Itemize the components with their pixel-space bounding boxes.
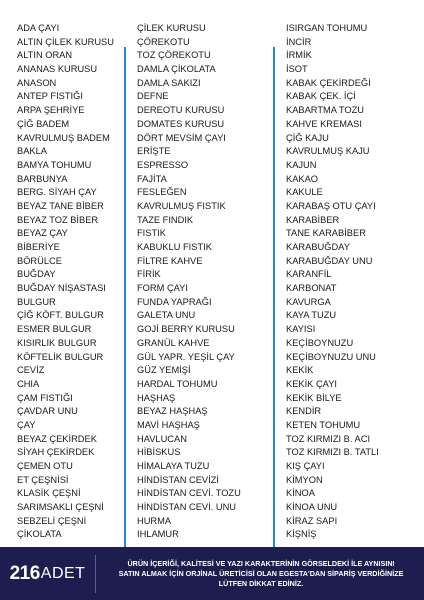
- product-item: HİNDİSTAN CEVİZİ: [137, 474, 219, 485]
- product-item: HAVLUCAN: [137, 433, 187, 444]
- product-item: TOZ ÇÖREKOTU: [137, 50, 211, 61]
- product-item: HARDAL TOHUMU: [137, 378, 218, 389]
- product-item: GRANÜL KAHVE: [137, 337, 210, 348]
- product-item: HURMA: [137, 515, 172, 526]
- product-item: KEKİK: [286, 365, 314, 376]
- product-item: BULGUR: [17, 296, 56, 307]
- notice-line: LÜTFEN DİKKAT EDİNİZ.: [218, 578, 304, 588]
- authenticity-notice: [96, 559, 424, 589]
- product-item: KAVRULMUŞ FISTIK: [137, 200, 226, 211]
- product-item: KARBONAT: [286, 283, 337, 294]
- product-item: KABAK ÇEKİRDEĞİ: [286, 77, 371, 88]
- product-item: ÇİLEK KURUSU: [137, 23, 206, 33]
- product-item: ÇİĞ KÖFT. BULGUR: [17, 310, 104, 321]
- product-item: BAMYA TOHUMU: [17, 159, 92, 170]
- product-item: KEKİK BİLYE: [286, 392, 342, 403]
- product-item: KAHVE KREMASI: [286, 118, 362, 129]
- product-item: GOJİ BERRY KURUSU: [137, 324, 235, 335]
- product-item: FESLEĞEN: [137, 187, 187, 198]
- product-item: İRMİK: [286, 50, 312, 61]
- product-item: ESPRESSO: [137, 159, 189, 170]
- product-item: İNCİR: [286, 36, 312, 47]
- product-item: KABUKLU FISTIK: [137, 242, 212, 252]
- notice-line: ÜRÜN İÇERİĞİ, KALİTESİ VE YAZI KARAKTERİNİN GÖRSELDEKİ İLE AYNISINI: [127, 558, 395, 568]
- product-item: BÖRÜLCE: [17, 255, 62, 266]
- product-item: FISTIK: [137, 228, 166, 239]
- product-item: KİŞNİŞ: [286, 529, 317, 540]
- product-list: [0, 22, 424, 544]
- product-item: BAKLA: [17, 146, 47, 157]
- product-item: ÇAVDAR UNU: [17, 406, 78, 417]
- product-item: KLASİK ÇEŞNİ: [17, 488, 81, 499]
- product-item: KARANFİL: [286, 269, 332, 280]
- product-column-2: [137, 22, 263, 542]
- product-item: ÇAM FISTIĞI: [17, 392, 73, 403]
- product-item: KEÇİBOYNUZU: [286, 337, 354, 348]
- product-item: DEREOTU KURUSU: [137, 105, 225, 116]
- product-item: GÜZ YEMİŞİ: [137, 365, 191, 376]
- product-item: ANASON: [17, 77, 57, 88]
- footer-banner: [0, 547, 424, 600]
- product-item: ISIRGAN TOHUMU: [286, 23, 368, 33]
- product-item: GALETA UNU: [137, 310, 196, 321]
- product-item: HİMALAYA TUZU: [137, 461, 210, 471]
- product-item: ÇÖREKOTU: [137, 36, 190, 47]
- product-item: BEYAZ ÇEKİRDEK: [17, 433, 97, 444]
- product-item: KEKİK ÇAYI: [286, 378, 337, 389]
- product-item: ALTIN ÇİLEK KURUSU: [17, 36, 114, 47]
- product-item: KETEN TOHUMU: [286, 419, 361, 430]
- product-count: [0, 563, 95, 585]
- product-item: TOZ KIRMIZI B. TATLI: [286, 447, 379, 458]
- product-item: KÖFTELİK BULGUR: [17, 351, 104, 362]
- product-item: KAYISI: [286, 324, 316, 335]
- product-item: TAZE FINDIK: [137, 214, 194, 225]
- product-item: FİLTRE KAHVE: [137, 255, 203, 266]
- product-item: ANTEP FISTIĞI: [17, 91, 83, 102]
- product-item: KARABUĞDAY: [286, 242, 350, 252]
- product-item: ESMER BULGUR: [17, 324, 92, 335]
- product-item: KARABAŞ OTU ÇAYI: [286, 200, 376, 211]
- product-item: TANE KARABİBER: [286, 228, 366, 239]
- product-item: ARPA ŞEHRİYE: [17, 105, 85, 116]
- product-item: ÇİKOLATA: [17, 529, 62, 540]
- product-item: IHLAMUR: [137, 529, 179, 540]
- column-divider: [273, 47, 275, 561]
- product-item: ADA ÇAYI: [17, 23, 60, 33]
- product-item: ÇAY: [17, 419, 36, 430]
- product-count-number: 216: [9, 562, 40, 584]
- product-item: KARABİBER: [286, 214, 340, 225]
- product-item: KIŞ ÇAYI: [286, 461, 325, 471]
- product-item: BEYAZ TOZ BİBER: [17, 214, 99, 225]
- product-item: KİNOA UNU: [286, 502, 338, 513]
- product-item: GÜL YAPR. YEŞİL ÇAY: [137, 351, 235, 362]
- product-column-1: [17, 22, 121, 542]
- product-item: ET ÇEŞNİSİ: [17, 474, 69, 485]
- product-item: BUĞDAY: [17, 269, 56, 280]
- product-item: BEYAZ HAŞHAŞ: [137, 406, 208, 417]
- product-item: ÇEMEN OTU: [17, 461, 73, 471]
- product-item: KİNOA: [286, 488, 315, 499]
- notice-line: SATIN ALMAK İÇİN ORJİNAL ÜRETİCİSİ OLAN EGESTA'DAN SİPARİŞ VERDİĞİNİZE: [118, 568, 404, 578]
- product-item: SARIMSAKLI ÇEŞNİ: [17, 502, 104, 513]
- product-item: HAŞHAŞ: [137, 392, 176, 403]
- product-item: KAKULE: [286, 187, 323, 198]
- product-item: ERİŞTE: [137, 146, 171, 157]
- product-item: DAMLA SAKIZI: [137, 77, 201, 88]
- product-item: KİMYON: [286, 474, 323, 485]
- product-item: BEYAZ ÇAY: [17, 228, 68, 239]
- product-item: BERG. SİYAH ÇAY: [17, 187, 97, 198]
- product-item: FUNDA YAPRAĞI: [137, 296, 212, 307]
- product-item: KAYA TUZU: [286, 310, 337, 321]
- product-column-3: [286, 22, 412, 542]
- product-item: ÇİĞ BADEM: [17, 118, 70, 129]
- product-item: ALTIN ORAN: [17, 50, 73, 61]
- product-count-label: ADET: [40, 564, 86, 582]
- product-item: KİRAZ SAPI: [286, 515, 338, 526]
- product-item: CHIA: [17, 378, 40, 389]
- product-item: KABARTMA TOZU: [286, 105, 365, 116]
- product-item: KISIRLIK BULGUR: [17, 337, 97, 348]
- product-item: ÇİĞ KAJU: [286, 132, 329, 143]
- product-item: BARBUNYA: [17, 173, 68, 184]
- product-item: HİNDİSTAN CEVİ. UNU: [137, 502, 237, 513]
- product-item: DAMLA ÇİKOLATA: [137, 64, 216, 75]
- product-item: CEVİZ: [17, 365, 45, 376]
- product-item: ANANAS KURUSU: [17, 64, 98, 75]
- product-item: KAKAO: [286, 173, 319, 184]
- product-item: DÖRT MEVSİM ÇAYI: [137, 132, 226, 143]
- product-item: KAJUN: [286, 159, 317, 170]
- product-item: KAVURGA: [286, 296, 331, 307]
- product-item: FİRİK: [137, 269, 161, 280]
- product-item: TOZ KIRMIZI B. ACI: [286, 433, 371, 444]
- product-item: FAJİTA: [137, 173, 167, 184]
- product-item: KAVRULMUŞ KAJU: [286, 146, 370, 157]
- product-item: DOMATES KURUSU: [137, 118, 225, 129]
- product-item: SEBZELİ ÇEŞNİ: [17, 515, 87, 526]
- product-item: HİBİSKUS: [137, 447, 181, 458]
- product-item: KAVRULMUŞ BADEM: [17, 132, 110, 143]
- product-item: KARABUĞDAY UNU: [286, 255, 373, 266]
- product-item: HİNDİSTAN CEVİ. TOZU: [137, 488, 241, 499]
- column-divider: [124, 47, 126, 561]
- product-item: DEFNE: [137, 91, 169, 102]
- product-item: MAVİ HAŞHAŞ: [137, 419, 200, 430]
- product-item: KABAK ÇEK. İÇİ: [286, 91, 356, 102]
- product-item: SİYAH ÇEKİRDEK: [17, 447, 95, 458]
- product-item: KEÇİBOYNUZU UNU: [286, 351, 376, 362]
- product-item: KENDİR: [286, 406, 322, 417]
- product-item: BİBERİYE: [17, 242, 60, 252]
- product-item: BUĞDAY NİŞASTASI: [17, 283, 106, 294]
- product-item: İSOT: [286, 64, 308, 75]
- product-item: FORM ÇAYI: [137, 283, 188, 294]
- product-item: BEYAZ TANE BİBER: [17, 200, 104, 211]
